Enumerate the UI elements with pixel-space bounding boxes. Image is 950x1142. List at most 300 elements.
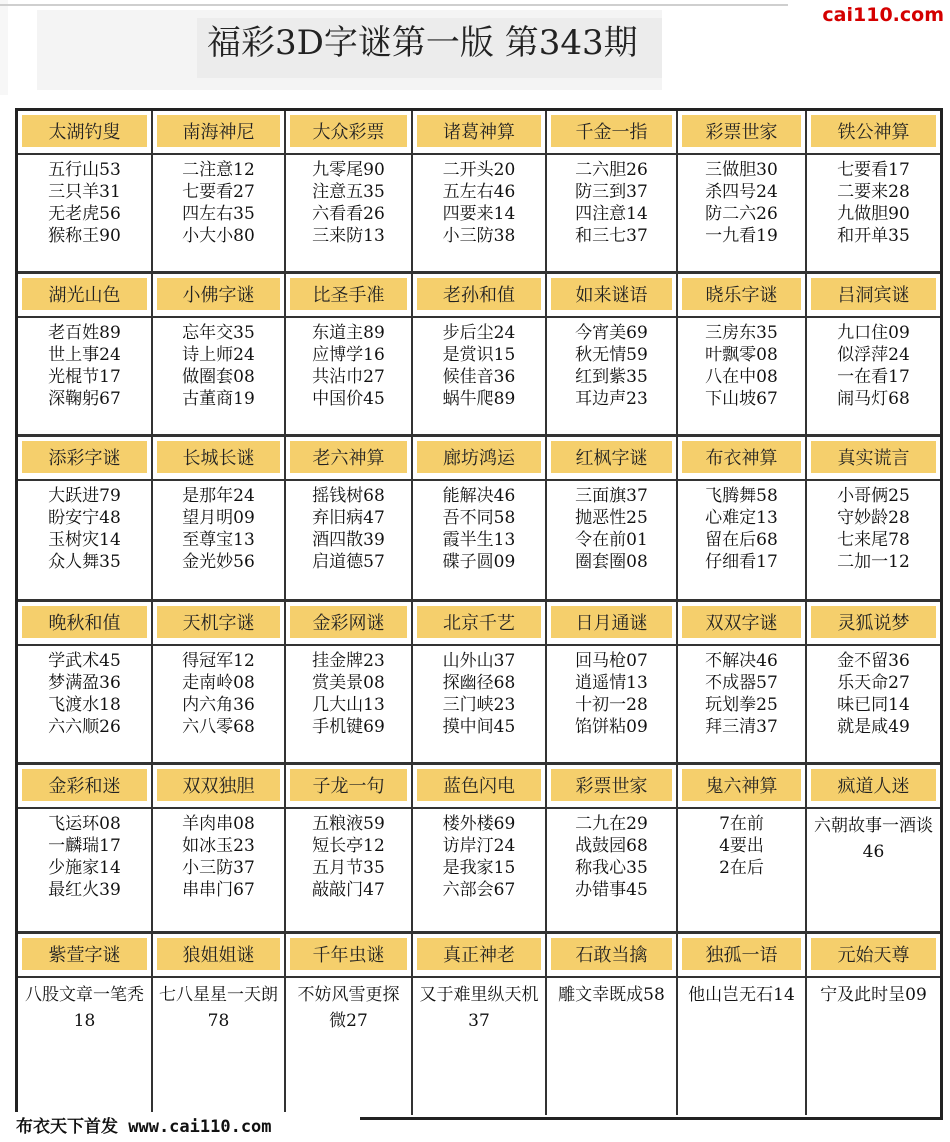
cell-header: 千金一指 (551, 115, 672, 147)
clue-line: 众人舞35 (48, 552, 121, 572)
cell-body (678, 644, 805, 762)
clue-lines (547, 982, 676, 1008)
clue-line: 一麟瑞17 (48, 836, 121, 856)
clue-line: 飞运环08 (48, 814, 121, 834)
clue-line: 七八星星一天朗78 (159, 985, 278, 1031)
clue-line: 内六角36 (182, 695, 255, 715)
clue-lines (286, 322, 411, 410)
clue-line: 和开单35 (837, 226, 910, 246)
clue-lines (807, 813, 940, 865)
cell-header: 紫萱字谜 (22, 938, 147, 970)
clue-line: 四注意14 (575, 204, 648, 224)
clue-lines (547, 322, 676, 410)
cell-header: 湖光山色 (22, 278, 147, 310)
riddle-cell (18, 934, 153, 1115)
riddle-cell (678, 274, 807, 434)
clue-lines (678, 159, 805, 247)
cell-header: 长城长谜 (157, 441, 280, 473)
clue-line: 十初一28 (575, 695, 648, 715)
riddle-cell (413, 274, 547, 434)
clue-line: 手机键69 (312, 717, 385, 737)
clue-line: 得冠军12 (182, 651, 255, 671)
cell-body (413, 644, 545, 762)
clue-lines (678, 322, 805, 410)
clue-lines (413, 485, 545, 573)
clue-line: 五左右46 (442, 182, 516, 202)
clue-line: 五月节35 (312, 858, 385, 878)
clue-line: 耳边声23 (575, 389, 648, 409)
cell-header: 彩票世家 (682, 115, 801, 147)
clue-line: 四要来14 (442, 204, 516, 224)
clue-lines (286, 982, 411, 1034)
clue-line: 串串门67 (182, 880, 255, 900)
clue-line: 五粮液59 (312, 814, 385, 834)
riddle-cell (547, 437, 678, 599)
riddle-cell (807, 602, 940, 762)
clue-lines (18, 813, 151, 901)
cell-body (807, 316, 940, 434)
riddle-cell (413, 437, 547, 599)
clue-line: 三门峡23 (442, 695, 516, 715)
clue-line: 闹马灯68 (837, 389, 910, 409)
clue-line: 玩划拳25 (705, 695, 778, 715)
clue-line: 二加一12 (837, 552, 910, 572)
clue-lines (413, 650, 545, 738)
cell-header: 日月通谜 (551, 606, 672, 638)
clue-line: 访岸汀24 (442, 836, 516, 856)
corner-shade (0, 0, 8, 95)
cell-body (153, 153, 284, 271)
riddle-cell (286, 934, 413, 1115)
riddle-cell (18, 602, 153, 762)
cell-header: 双双字谜 (682, 606, 801, 638)
clue-line: 少施家14 (48, 858, 121, 878)
clue-lines (153, 485, 284, 573)
clue-line: 吾不同58 (442, 508, 516, 528)
clue-line: 二要来28 (837, 182, 910, 202)
clue-line: 三来防13 (312, 226, 385, 246)
clue-line: 酒四散39 (312, 530, 385, 550)
footer-credit: 布衣天下首发 www.cai110.com (0, 1112, 360, 1142)
riddle-cell (286, 765, 413, 931)
clue-line: 不成器57 (705, 673, 778, 693)
cell-header: 铁公神算 (811, 115, 936, 147)
clue-line: 一在看17 (837, 367, 910, 387)
clue-line: 飞渡水18 (48, 695, 121, 715)
riddle-cell (153, 934, 286, 1115)
cell-body (153, 807, 284, 931)
clue-lines (807, 982, 940, 1008)
clue-line: 似浮萍24 (837, 345, 910, 365)
clue-lines (547, 159, 676, 247)
clue-lines (153, 813, 284, 901)
clue-line: 二六胆26 (575, 160, 648, 180)
riddle-cell (18, 274, 153, 434)
grid-row (18, 765, 940, 931)
clue-line: 五行山53 (48, 160, 121, 180)
clue-line: 共沾巾27 (312, 367, 385, 387)
cell-body (153, 316, 284, 434)
clue-line: 盼安宁48 (48, 508, 121, 528)
row-divider (18, 762, 940, 765)
cell-header: 吕洞宾谜 (811, 278, 936, 310)
clue-line: 六看看26 (312, 204, 385, 224)
clue-line: 挂金牌23 (312, 651, 385, 671)
clue-line: 光棍节17 (48, 367, 121, 387)
riddle-cell (678, 437, 807, 599)
clue-line: 二注意12 (182, 160, 255, 180)
riddle-cell (286, 274, 413, 434)
clue-line: 雕文幸既成58 (558, 985, 665, 1005)
clue-line: 东道主89 (312, 323, 385, 343)
cell-body (547, 976, 676, 1115)
clue-line: 办错事45 (575, 880, 648, 900)
riddle-cell (807, 274, 940, 434)
cell-body (18, 976, 151, 1115)
riddle-cell (807, 765, 940, 931)
clue-line: 探幽径68 (442, 673, 516, 693)
riddle-grid (15, 108, 943, 1120)
cell-header: 南海神尼 (157, 115, 280, 147)
clue-line: 摇钱树68 (312, 486, 385, 506)
clue-line: 注意五35 (312, 182, 385, 202)
clue-line: 九零尾90 (312, 160, 385, 180)
clue-line: 九口住09 (837, 323, 910, 343)
clue-line: 最红火39 (48, 880, 121, 900)
clue-line: 三房东35 (705, 323, 778, 343)
top-divider (0, 4, 788, 6)
cell-body (286, 316, 411, 434)
cell-body (18, 807, 151, 931)
cell-header: 布衣神算 (682, 441, 801, 473)
clue-line: 逍遥情13 (575, 673, 648, 693)
row-divider (18, 931, 940, 934)
clue-line: 步后尘24 (442, 323, 516, 343)
cell-body (547, 807, 676, 931)
clue-line: 他山岂无石14 (688, 985, 795, 1005)
cell-header: 千年虫谜 (290, 938, 407, 970)
clue-line: 九做胆90 (837, 204, 910, 224)
cell-body (678, 479, 805, 599)
clue-line: 和三七37 (575, 226, 648, 246)
clue-line: 三只羊31 (48, 182, 121, 202)
cell-body (413, 153, 545, 271)
cell-header: 狼姐姐谜 (157, 938, 280, 970)
clue-line: 敲敲门47 (312, 880, 385, 900)
clue-lines (807, 485, 940, 573)
cell-body (286, 644, 411, 762)
grid-row (18, 274, 940, 434)
clue-line: 就是咸49 (837, 717, 910, 737)
cell-header: 红枫字谜 (551, 441, 672, 473)
clue-line: 秋无情59 (575, 345, 648, 365)
clue-lines (547, 485, 676, 573)
clue-line: 羊肉串08 (182, 814, 255, 834)
clue-line: 八股文章一笔秃18 (25, 985, 144, 1031)
clue-line: 玉树灾14 (48, 530, 121, 550)
cell-header: 彩票世家 (551, 769, 672, 801)
clue-line: 乐天命27 (837, 673, 910, 693)
cell-header: 子龙一句 (290, 769, 407, 801)
cell-header: 金彩网谜 (290, 606, 407, 638)
clue-line: 六朝故事一酒谈46 (814, 816, 933, 862)
row-divider (18, 599, 940, 602)
clue-line: 诗上师24 (182, 345, 255, 365)
riddle-cell (807, 934, 940, 1115)
cell-body (807, 807, 940, 931)
clue-line: 下山坡67 (705, 389, 778, 409)
clue-line: 七要看17 (837, 160, 910, 180)
clue-line: 叶飘零08 (705, 345, 778, 365)
clue-line: 馅饼粘09 (575, 717, 648, 737)
clue-line: 拜三清37 (705, 717, 778, 737)
clue-line: 至尊宝13 (182, 530, 255, 550)
clue-lines (678, 650, 805, 738)
clue-line: 不妨风雪更探微27 (297, 985, 400, 1031)
cell-body (807, 976, 940, 1115)
clue-line: 抛恶性25 (575, 508, 648, 528)
cell-body (678, 976, 805, 1115)
clue-lines (18, 322, 151, 410)
clue-line: 味已同14 (837, 695, 910, 715)
cell-body (678, 316, 805, 434)
riddle-cell (286, 602, 413, 762)
cell-header: 北京千艺 (417, 606, 541, 638)
clue-line: 六六顺26 (48, 717, 121, 737)
riddle-cell (678, 111, 807, 271)
clue-lines (807, 322, 940, 410)
clue-line: 小哥俩25 (837, 486, 910, 506)
clue-line: 老百姓89 (48, 323, 121, 343)
cell-body (807, 479, 940, 599)
clue-line: 学武术45 (48, 651, 121, 671)
clue-line: 令在前01 (575, 530, 648, 550)
clue-line: 赏美景08 (312, 673, 385, 693)
cell-body (807, 644, 940, 762)
clue-line: 忘年交35 (182, 323, 255, 343)
cell-body (18, 153, 151, 271)
clue-lines (286, 650, 411, 738)
clue-line: 蜗牛爬89 (442, 389, 516, 409)
cell-body (286, 976, 411, 1115)
riddle-cell (413, 765, 547, 931)
clue-line: 2在后 (719, 858, 764, 878)
clue-line: 大跃进79 (48, 486, 121, 506)
clue-lines (18, 650, 151, 738)
clue-lines (153, 322, 284, 410)
clue-line: 又于难里纵天机37 (419, 985, 539, 1031)
clue-lines (18, 485, 151, 573)
cell-header: 添彩字谜 (22, 441, 147, 473)
clue-line: 猴称王90 (48, 226, 121, 246)
clue-line: 金不留36 (837, 651, 910, 671)
cell-header: 独孤一语 (682, 938, 801, 970)
clue-line: 留在后68 (705, 530, 778, 550)
clue-lines (153, 650, 284, 738)
cell-body (18, 479, 151, 599)
cell-header: 大众彩票 (290, 115, 407, 147)
clue-line: 一九看19 (705, 226, 778, 246)
clue-line: 四左右35 (182, 204, 255, 224)
clue-lines (678, 982, 805, 1008)
cell-header: 真正神老 (417, 938, 541, 970)
clue-line: 宁及此时呈09 (820, 985, 927, 1005)
cell-body (286, 807, 411, 931)
clue-line: 走南岭08 (182, 673, 255, 693)
cell-header: 比圣手准 (290, 278, 407, 310)
riddle-cell (678, 765, 807, 931)
cell-body (547, 479, 676, 599)
clue-line: 六八零68 (182, 717, 255, 737)
clue-line: 能解决46 (442, 486, 516, 506)
cell-body (678, 807, 805, 931)
clue-line: 几大山13 (312, 695, 385, 715)
cell-header: 如来谜语 (551, 278, 672, 310)
riddle-cell (807, 437, 940, 599)
grid-row (18, 934, 940, 1115)
clue-lines (678, 485, 805, 573)
clue-line: 三做胆30 (705, 160, 778, 180)
clue-lines (547, 650, 676, 738)
cell-body (18, 644, 151, 762)
riddle-cell (413, 111, 547, 271)
cell-body (678, 153, 805, 271)
cell-header: 太湖钓叟 (22, 115, 147, 147)
riddle-cell (18, 437, 153, 599)
cell-header: 灵狐说梦 (811, 606, 936, 638)
clue-line: 飞腾舞58 (705, 486, 778, 506)
clue-line: 金光妙56 (182, 552, 255, 572)
clue-line: 小三防37 (182, 858, 255, 878)
cell-body (413, 316, 545, 434)
clue-line: 楼外楼69 (442, 814, 516, 834)
riddle-cell (286, 437, 413, 599)
clue-line: 如冰玉23 (182, 836, 255, 856)
clue-lines (286, 485, 411, 573)
clue-line: 深鞠躬67 (48, 389, 121, 409)
cell-header: 老六神算 (290, 441, 407, 473)
clue-lines (807, 650, 940, 738)
riddle-cell (153, 437, 286, 599)
riddle-cell (413, 602, 547, 762)
clue-line: 小三防38 (442, 226, 516, 246)
clue-line: 霞半生13 (442, 530, 516, 550)
clue-line: 七要看27 (182, 182, 255, 202)
clue-line: 仔细看17 (705, 552, 778, 572)
clue-line: 是赏识15 (442, 345, 516, 365)
riddle-cell (547, 111, 678, 271)
clue-line: 小大小80 (182, 226, 255, 246)
clue-line: 7在前 (719, 814, 764, 834)
clue-line: 应博学16 (312, 345, 385, 365)
cell-header: 元始天尊 (811, 938, 936, 970)
cell-header: 诸葛神算 (417, 115, 541, 147)
cell-header: 小佛字谜 (157, 278, 280, 310)
clue-line: 山外山37 (442, 651, 516, 671)
clue-line: 无老虎56 (48, 204, 121, 224)
cell-body (807, 153, 940, 271)
cell-body (547, 316, 676, 434)
clue-line: 七来尾78 (837, 530, 910, 550)
clue-lines (413, 322, 545, 410)
clue-lines (413, 982, 545, 1034)
clue-lines (413, 813, 545, 901)
grid-row (18, 111, 940, 271)
cell-body (547, 153, 676, 271)
riddle-cell (678, 934, 807, 1115)
clue-lines (807, 159, 940, 247)
clue-line: 战鼓园68 (575, 836, 648, 856)
riddle-cell (547, 602, 678, 762)
riddle-cell (547, 934, 678, 1115)
clue-lines (153, 159, 284, 247)
cell-header: 真实谎言 (811, 441, 936, 473)
riddle-cell (18, 765, 153, 931)
cell-header: 石敢当擒 (551, 938, 672, 970)
clue-line: 守妙龄28 (837, 508, 910, 528)
cell-body (413, 479, 545, 599)
riddle-cell (547, 765, 678, 931)
riddle-cell (153, 765, 286, 931)
page-title: 福彩3D字谜第一版 第343期 (207, 23, 638, 63)
clue-line: 望月明09 (182, 508, 255, 528)
clue-line: 防二六26 (705, 204, 778, 224)
site-logo[interactable]: cai110.com (822, 4, 944, 26)
clue-line: 碟子圆09 (442, 552, 516, 572)
clue-line: 三面旗37 (575, 486, 648, 506)
clue-line: 启道德57 (312, 552, 385, 572)
riddle-cell (678, 602, 807, 762)
clue-line: 是那年24 (182, 486, 255, 506)
clue-line: 古董商19 (182, 389, 255, 409)
riddle-cell (153, 274, 286, 434)
clue-line: 称我心35 (575, 858, 648, 878)
grid-row (18, 602, 940, 762)
cell-header: 蓝色闪电 (417, 769, 541, 801)
cell-body (153, 644, 284, 762)
grid-row (18, 437, 940, 599)
clue-line: 六部会67 (442, 880, 516, 900)
cell-header: 双双独胆 (157, 769, 280, 801)
riddle-cell (547, 274, 678, 434)
clue-lines (678, 813, 805, 879)
clue-line: 今宵美69 (575, 323, 648, 343)
riddle-cell (18, 111, 153, 271)
clue-line: 做圈套08 (182, 367, 255, 387)
clue-line: 八在中08 (705, 367, 778, 387)
clue-line: 回马枪07 (575, 651, 648, 671)
cell-body (286, 479, 411, 599)
row-divider (18, 271, 940, 274)
cell-header: 廊坊鸿运 (417, 441, 541, 473)
clue-line: 二开头20 (442, 160, 516, 180)
clue-line: 是我家15 (442, 858, 516, 878)
cell-header: 天机字谜 (157, 606, 280, 638)
row-divider (18, 434, 940, 437)
clue-line: 梦满盈36 (48, 673, 121, 693)
clue-line: 世上事24 (48, 345, 121, 365)
cell-header: 金彩和迷 (22, 769, 147, 801)
clue-lines (18, 159, 151, 247)
riddle-cell (413, 934, 547, 1115)
riddle-cell (153, 602, 286, 762)
clue-line: 短长亭12 (312, 836, 385, 856)
clue-lines (153, 982, 284, 1034)
clue-line: 不解决46 (705, 651, 778, 671)
clue-line: 摸中间45 (442, 717, 516, 737)
cell-body (153, 976, 284, 1115)
cell-header: 疯道人迷 (811, 769, 936, 801)
